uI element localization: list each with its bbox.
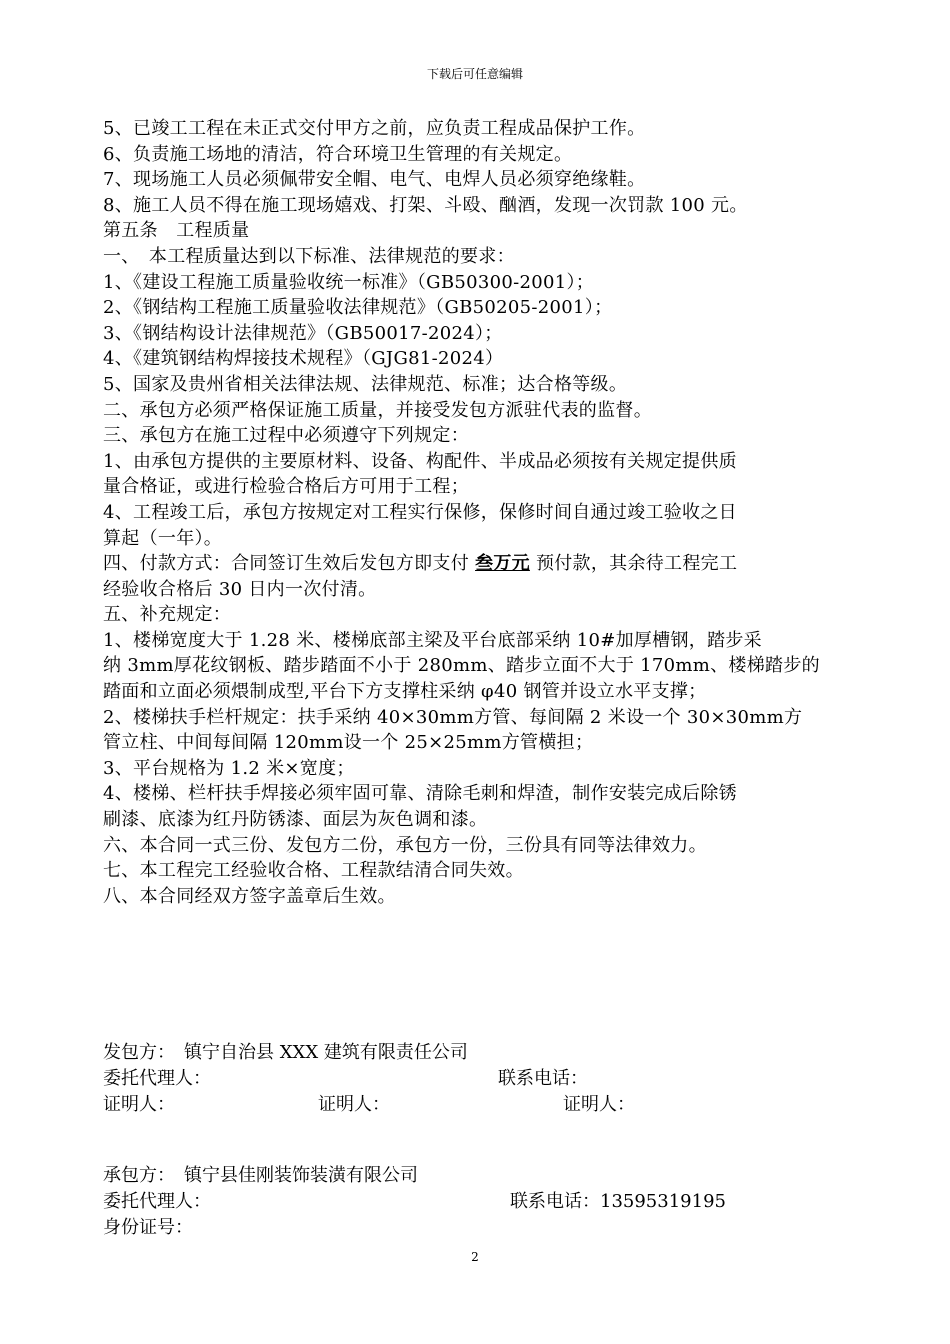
clause-line: 2、楼梯扶手栏杆规定：扶手采纳 40×30mm方管、每间隔 2 米设一个 30×30mm方 [103,706,803,728]
clause-line: 5、国家及贵州省相关法律法规、法律规范、标准；达合格等级。 [103,373,628,395]
phone-a-line: 联系电话： [498,1068,588,1089]
party-b-line: 承包方： 镇宁县佳刚装饰装潢有限公司 [103,1165,418,1186]
clause-line: 经验收合格后 30 日内一次付清。 [103,578,377,600]
clause-line: 1、由承包方提供的主要原材料、设备、构配件、半成品必须按有关规定提供质 [103,450,737,472]
party-a-line: 发包方： 镇宁自治县 XXX 建筑有限责任公司 [103,1042,468,1063]
clause-line: 刷漆、底漆为红丹防锈漆、面层为灰色调和漆。 [103,809,488,831]
payment-amount: 叁万元 [475,553,530,575]
clause-line: 3、《钢结构设计法律规范》（GB50017-2024）； [103,322,503,344]
clause-line: 1、《建设工程施工质量验收统一标准》（GB50300-2001）； [103,271,595,293]
clause-line: 3、平台规格为 1.2 米×宽度； [103,757,355,779]
agent-a-line: 委托代理人： [103,1068,211,1089]
payment-text-before: 四、付款方式：合同签订生效后发包方即支付 [103,553,476,575]
id-number-line: 身份证号： [103,1217,193,1238]
clause-line: 4、工程竣工后，承包方按规定对工程实行保修，保修时间自通过竣工验收之日 [103,501,737,523]
clause-line: 算起（一年）。 [103,527,223,549]
contract-body [103,116,863,909]
section-heading: 五、补充规定： [103,604,232,626]
clause-line: 1、楼梯宽度大于 1.28 米、楼梯底部主梁及平台底部采纳 10#加厚槽钢，踏步采 [103,629,762,651]
clause-line: 8、施工人员不得在施工现场嬉戏、打架、斗殴、酗酒，发现一次罚款 100 元。 [103,194,748,216]
witness-1: 证明人： [103,1094,175,1115]
clause-line: 一、 本工程质量达到以下标准、法律规范的要求： [103,245,515,267]
clause-line: 4、楼梯、栏杆扶手焊接必须牢固可靠、清除毛刺和焊渣，制作安装完成后除锈 [103,783,737,805]
witness-3: 证明人： [563,1094,635,1115]
clause-line: 5、已竣工工程在未正式交付甲方之前，应负责工程成品保护工作。 [103,118,646,139]
clause-line: 管立柱、中间每间隔 120mm设一个 25×25mm方管横担； [103,732,594,754]
clause-line: 6、负责施工场地的清洁，符合环境卫生管理的有关规定。 [103,143,573,165]
clause-line: 纳 3mm厚花纹钢板、踏步踏面不小于 280mm、踏步立面不大于 170mm、楼梯踏步的 [103,655,820,677]
payment-line [103,551,863,577]
clause-line: 踏面和立面必须煨制成型,平台下方支撑柱采纳 φ40 钢管并设立水平支撑； [103,681,707,703]
clause-line: 六、本合同一式三份、发包方二份，承包方一份，三份具有同等法律效力。 [103,834,707,856]
agent-b-line: 委托代理人： [103,1191,211,1212]
clause-line: 2、《钢结构工程施工质量验收法律规范》（GB50205-2001）； [103,297,613,319]
clause-line: 量合格证，或进行检验合格后方可用于工程； [103,476,469,498]
page-header: 下载后可任意编辑 [426,67,523,81]
witness-2: 证明人： [318,1094,390,1115]
clause-line: 二、承包方必须严格保证施工质量，并接受发包方派驻代表的监督。 [103,399,652,421]
clause-line: 三、承包方在施工过程中必须遵守下列规定： [103,425,469,447]
clause-line: 八、本合同经双方签字盖章后生效。 [103,885,396,907]
clause-line: 4、《建筑钢结构焊接技术规程》（GJG81-2024） [103,348,504,370]
section-heading: 第五条 工程质量 [103,220,250,242]
clause-line: 7、现场施工人员必须佩带安全帽、电气、电焊人员必须穿绝缘鞋。 [103,169,646,191]
page-number: 2 [471,1250,479,1264]
phone-b-line: 联系电话：13595319195 [510,1191,726,1212]
clause-line: 七、本工程完工经验收合格、工程款结清合同失效。 [103,860,524,882]
payment-text-after: 预付款，其余待工程完工 [529,553,738,575]
